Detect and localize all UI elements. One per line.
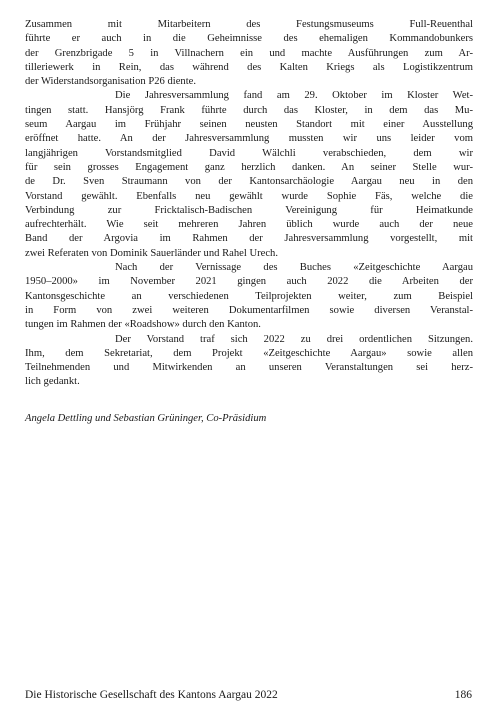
- body-text: [25, 18, 473, 390]
- text-line: Band der Argovia im Rahmen der Jahresversammlung vorgestellt, mit: [25, 233, 473, 245]
- text-line: führte er auch in die Geheimnisse des ehemaligen Kommandobunkers: [25, 33, 473, 45]
- text-line: eröffnet hatte. An der Jahresversammlung mussten wir uns leider vom: [25, 133, 473, 145]
- text-line: in Form von zwei weiteren Dokumentarfilmen sowie diversen Veranstal-: [25, 304, 473, 316]
- text-line: zwei Referaten von Dominik Sauerländer und Rahel Urech.: [25, 247, 278, 259]
- text-line: Vorstand gewählt. Ebenfalls neu gewählt wurde Sophie Fäs, welche die: [25, 190, 473, 202]
- text-line: tilleriewerk in Rein, das während des Kalten Kriegs als Logistikzentrum: [25, 61, 473, 73]
- paragraph: [25, 261, 473, 332]
- text-line: der Widerstandsorganisation P26 diente.: [25, 76, 197, 88]
- page-number: 186: [454, 689, 472, 701]
- text-line: Der Vorstand traf sich 2022 zu drei ordentlichen Sitzungen.: [115, 333, 473, 345]
- page-body: [25, 18, 473, 426]
- text-line: 1950–2000» im November 2021 gingen auch 2022 die Arbeiten der: [25, 276, 473, 288]
- text-line: tingen statt. Hansjörg Frank führte durch das Kloster, in dem das Mu-: [25, 104, 473, 116]
- text-line: aufrechterhält. Wie seit mehreren Jahren üblich wurde auch der neue: [25, 219, 473, 231]
- text-line: tungen im Rahmen der «Roadshow» durch den Kanton.: [25, 319, 261, 331]
- page-footer: [25, 689, 472, 701]
- text-line: Zusammen mit Mitarbeitern des Festungsmuseums Full-Reuenthal: [25, 19, 473, 30]
- text-line: der Grenzbrigade 5 in Villnachern ein und machte Ausführungen zum Ar-: [25, 47, 473, 59]
- text-line: seum Aargau im Frühjahr seinen neusten Standort mit einer Ausstellung: [25, 119, 473, 131]
- text-line: de Dr. Sven Straumann von der Kantonsarchäologie Aargau neu in den: [25, 176, 473, 188]
- footer-publication-title: Die Historische Gesellschaft des Kantons Aargau 2022: [25, 689, 278, 701]
- text-line: Verbindung zur Fricktalisch-Badischen Vereinigung für Heimatkunde: [25, 204, 473, 216]
- text-line: Teilnehmenden und Mitwirkenden an unseren Veranstaltungen sei herz-: [25, 362, 473, 374]
- text-line: für sein grosses Engagement ganz herzlich danken. An seiner Stelle wur-: [25, 161, 473, 173]
- paragraph: [25, 18, 473, 89]
- paragraph: [25, 333, 473, 390]
- text-line: langjährigen Vorstandsmitglied David Wälchli verabschieden, dem wir: [25, 147, 473, 159]
- text-line: Die Jahresversammlung fand am 29. Oktober im Kloster Wet-: [115, 90, 473, 102]
- signature: Angela Dettling und Sebastian Grüninger, Co-Präsidium: [25, 412, 267, 424]
- text-line: Ihm, dem Sekretariat, dem Projekt «Zeitgeschichte Aargau» sowie allen: [25, 347, 473, 359]
- paragraph: [25, 89, 473, 261]
- text-line: Kantonsgeschichte an verschiedenen Teilprojekten weiter, zum Beispiel: [25, 290, 473, 302]
- text-line: lich gedankt.: [25, 376, 80, 388]
- text-line: Nach der Vernissage des Buches «Zeitgeschichte Aargau: [115, 262, 473, 274]
